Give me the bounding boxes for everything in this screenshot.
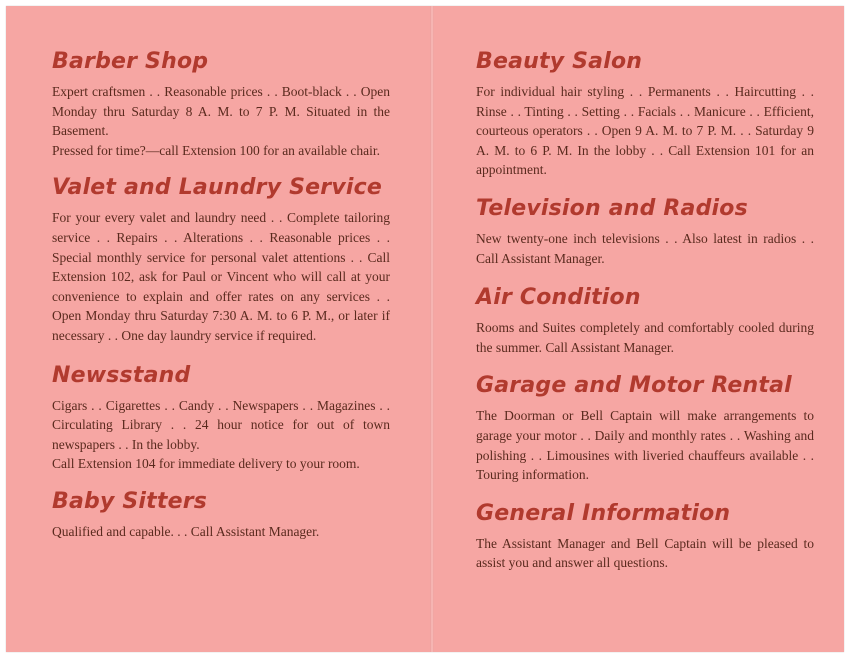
air-condition-text: Rooms and Suites completely and comfortably cooled during the summer. Call Assistant Manager.: [476, 320, 814, 355]
barber-shop-line-2: Pressed for time?—call Extension 100 for an available chair.: [52, 142, 381, 158]
valet-laundry-text: For your every valet and laundry need . . Complete tailoring service . . Repairs . . Alterations . . Reasonable prices . . Special monthly service for personal valet attentions . . Call Extension 102, ask for Paul or Vincent who will call at your convenience to explain and offer rates on any services . . Open Monday thru Saturday 7:30 A. M. to 6 P. M., or later if necessary . . One day laundry service if required.: [52, 210, 390, 343]
newsstand-text: [52, 396, 390, 474]
air-condition-heading: Air Condition: [476, 285, 641, 311]
baby-sitters-heading: Baby Sitters: [52, 488, 208, 514]
newsstand-line-2: Call Extension 104 for immediate delivery to your room.: [52, 456, 360, 472]
brochure-sheet: [6, 6, 844, 652]
section-valet-laundry: [52, 174, 390, 345]
barber-shop-heading: Barber Shop: [52, 49, 209, 74]
general-information-text: The Assistant Manager and Bell Captain will be pleased to assist you and answer all questions.: [476, 535, 814, 571]
newsstand-heading: Newsstand: [52, 362, 191, 388]
section-garage-motor: [476, 372, 814, 484]
barber-shop-line-1: Expert craftsmen . . Reasonable prices . . Boot-black . . Open Monday thru Saturday 8 A. M. to 7 P. M. Situated in the Basement.: [52, 84, 390, 139]
garage-motor-text: The Doorman or Bell Captain will make arrangements to garage your motor . . Daily and monthly rates . . Washing and polishing . . Limousines with liveried chauffeurs available . . Touring information.: [476, 408, 814, 483]
beauty-salon-text: For individual hair styling . . Permanents . . Haircutting . . Rinse . . Tinting . . Setting . . Facials . . Manicure . . Efficient, courteous operators . . Open 9 A. M. to 7 P. M. . . Saturday 9 A. M. to 6 P. M. In the lobby . . Call Extension 101 for an appointment.: [476, 84, 814, 178]
barber-shop-text: [52, 82, 390, 160]
section-baby-sitters: [52, 488, 390, 542]
valet-laundry-heading: Valet and Laundry Service: [52, 175, 382, 201]
baby-sitters-text: Qualified and capable. . . Call Assistant Manager.: [52, 523, 320, 539]
section-barber-shop: [52, 48, 390, 160]
center-fold: [430, 6, 434, 652]
section-air-condition: [476, 284, 814, 357]
newsstand-line-1: Cigars . . Cigarettes . . Candy . . Newspapers . . Magazines . . Circulating Library . . 24 hour notice for out of town newspapers . . In the lobby.: [52, 397, 390, 452]
television-radios-heading: Television and Radios: [476, 195, 748, 221]
section-beauty-salon: [476, 48, 814, 180]
section-newsstand: [52, 362, 390, 474]
general-information-heading: General Information: [476, 500, 731, 526]
right-column: [476, 48, 814, 573]
section-television-radios: [476, 195, 814, 268]
section-general-information: [476, 500, 814, 573]
television-radios-text: New twenty-one inch televisions . . Also latest in radios . . Call Assistant Manager.: [476, 230, 814, 266]
beauty-salon-heading: Beauty Salon: [476, 49, 643, 74]
left-column: [52, 48, 390, 542]
garage-motor-heading: Garage and Motor Rental: [476, 373, 792, 399]
